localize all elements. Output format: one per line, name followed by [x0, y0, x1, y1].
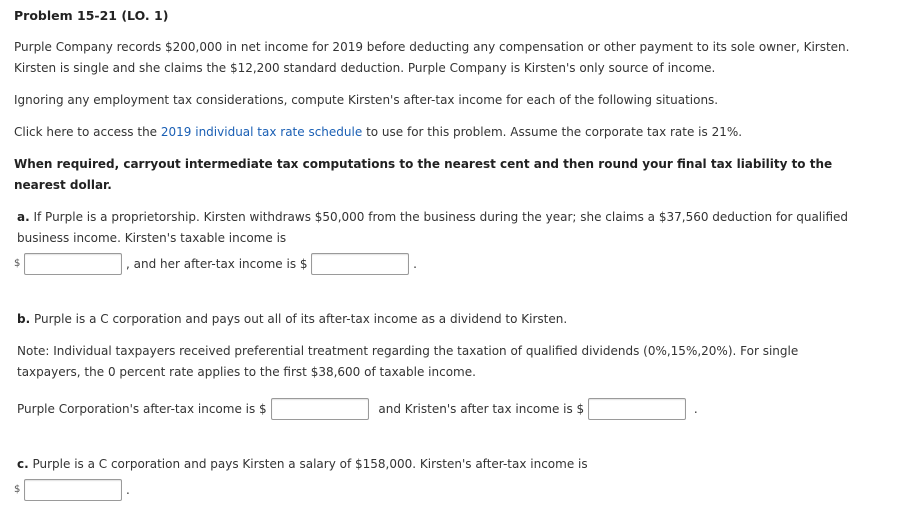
- part-b-line-1: [17, 311, 567, 327]
- dollar-sign: $: [14, 257, 21, 269]
- kristen-after-tax-input[interactable]: [588, 398, 686, 420]
- click-prefix: Click here to access the: [14, 125, 161, 139]
- part-a-label: a.: [17, 210, 30, 224]
- intro-line-2: Kirsten is single and she claims the $12,200 standard deduction. Purple Company is Kirsten's only source of income.: [14, 61, 716, 75]
- dollar-sign: $: [14, 483, 21, 495]
- part-c-label: c.: [17, 457, 29, 471]
- part-c-text-1: Purple is a C corporation and pays Kirsten a salary of $158,000. Kirsten's after-tax income is: [28, 457, 588, 471]
- intro-line-1: Purple Company records $200,000 in net income for 2019 before deducting any compensation or other payment to its sole owner, Kirsten.: [14, 40, 850, 54]
- part-a-line-2: business income. Kirsten's taxable income is: [17, 231, 287, 245]
- click-suffix: to use for this problem. Assume the corporate tax rate is 21%.: [362, 125, 743, 139]
- period: .: [693, 401, 698, 416]
- problem-title: Problem 15-21 (LO. 1): [14, 8, 169, 23]
- taxable-income-input[interactable]: [24, 253, 122, 275]
- instruction-line-1: When required, carryout intermediate tax computations to the nearest cent and then round your final tax liability to the: [14, 157, 833, 171]
- part-c-answer-row: [14, 477, 130, 501]
- part-b-text-1: Purple is a C corporation and pays out all of its after-tax income as a dividend to Kirsten.: [30, 312, 568, 326]
- corp-after-tax-label: Purple Corporation's after-tax income is $: [17, 401, 267, 416]
- after-tax-income-input-a[interactable]: [311, 253, 409, 275]
- part-c-line-1: [17, 456, 588, 472]
- after-tax-income-input-c[interactable]: [24, 479, 122, 501]
- part-a-text-1: If Purple is a proprietorship. Kirsten withdraws $50,000 from the business during the year; she claims a $37,560 deduction for qualified: [29, 210, 849, 224]
- kristen-after-tax-label: and Kristen's after tax income is $: [378, 401, 585, 416]
- part-a-answer-row: [14, 251, 417, 275]
- part-a-line-1: [17, 209, 848, 225]
- corp-after-tax-input[interactable]: [271, 398, 369, 420]
- part-b-answer-row: [17, 396, 698, 420]
- ignoring-text: Ignoring any employment tax considerations, compute Kirsten's after-tax income for each of the following situations.: [14, 93, 719, 107]
- period: .: [126, 482, 130, 497]
- part-b-note-line-2: taxpayers, the 0 percent rate applies to the first $38,600 of taxable income.: [17, 365, 476, 379]
- tax-rate-schedule-link[interactable]: 2019 individual tax rate schedule: [160, 125, 363, 139]
- part-b-note-line-1: Note: Individual taxpayers received preferential treatment regarding the taxation of qualified dividends (0%,15%,20%). For single: [17, 344, 799, 358]
- period: .: [413, 256, 417, 271]
- instruction-line-2: nearest dollar.: [14, 178, 112, 192]
- after-tax-label: , and her after-tax income is $: [126, 256, 308, 271]
- part-b-label: b.: [17, 312, 31, 326]
- click-here-text: [14, 124, 742, 140]
